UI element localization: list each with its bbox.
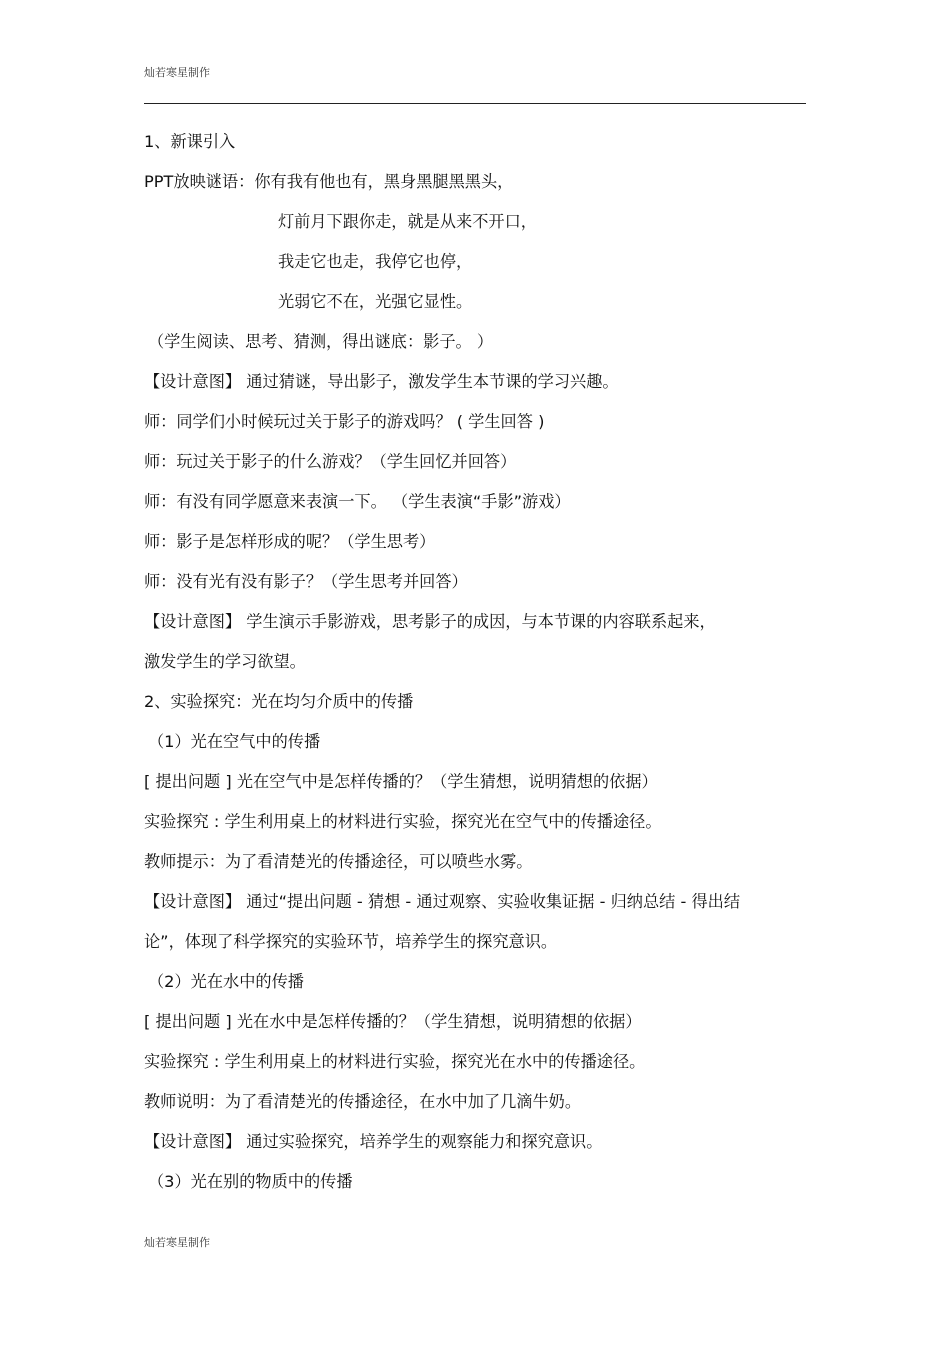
- subsection-heading: （3）光在别的物质中的传播: [148, 1172, 353, 1191]
- riddle-line: 光弱它不在，光强它显性。: [278, 292, 473, 311]
- dialogue-line: 师：有没有同学愿意来表演一下。 （学生表演“手影”游戏）: [144, 492, 571, 511]
- paragraph: [ 提出问题 ] 光在空气中是怎样传播的？（学生猜想，说明猜想的依据）: [144, 772, 658, 791]
- riddle-line: 我走它也走，我停它也停，: [278, 252, 473, 271]
- paragraph: 论”，体现了科学探究的实验环节，培养学生的探究意识。: [144, 932, 558, 951]
- section-heading: 2、实验探究：光在均匀介质中的传播: [144, 692, 414, 711]
- design-intent: 【设计意图】 通过“提出问题 - 猜想 - 通过观察、实验收集证据 - 归纳总结 - 得出结: [144, 892, 741, 911]
- dialogue-line: 师：影子是怎样形成的呢？（学生思考）: [144, 532, 436, 551]
- design-intent: 【设计意图】 通过实验探究，培养学生的观察能力和探究意识。: [144, 1132, 603, 1151]
- section-heading: 1、新课引入: [144, 132, 236, 151]
- dialogue-line: 师：玩过关于影子的什么游戏？（学生回忆并回答）: [144, 452, 517, 471]
- subsection-heading: （1）光在空气中的传播: [148, 732, 321, 751]
- paragraph: （学生阅读、思考、猜测，得出谜底：影子。 ）: [148, 332, 494, 351]
- document-body: [144, 128, 812, 1208]
- page-footer: 灿若寒星制作: [144, 1236, 210, 1249]
- design-intent: 【设计意图】 通过猜谜，导出影子，激发学生本节课的学习兴趣。: [144, 372, 619, 391]
- dialogue-line: 师：同学们小时候玩过关于影子的游戏吗？ ( 学生回答 ): [144, 412, 545, 431]
- paragraph: 教师提示：为了看清楚光的传播途径，可以喷些水雾。: [144, 852, 533, 871]
- paragraph: 教师说明：为了看清楚光的传播途径，在水中加了几滴牛奶。: [144, 1092, 582, 1111]
- riddle-line: PPT放映谜语：你有我有他也有，黑身黑腿黑黑头，: [144, 172, 514, 191]
- riddle-line: 灯前月下跟你走，就是从来不开口，: [278, 212, 537, 231]
- paragraph: 激发学生的学习欲望。: [144, 652, 306, 671]
- header-divider: [144, 103, 806, 104]
- dialogue-line: 师：没有光有没有影子？（学生思考并回答）: [144, 572, 468, 591]
- page-header: 灿若寒星制作: [144, 66, 210, 79]
- paragraph: 实验探究 : 学生利用桌上的材料进行实验，探究光在空气中的传播途径。: [144, 812, 662, 831]
- paragraph: 实验探究 : 学生利用桌上的材料进行实验，探究光在水中的传播途径。: [144, 1052, 646, 1071]
- paragraph: [ 提出问题 ] 光在水中是怎样传播的？（学生猜想，说明猜想的依据）: [144, 1012, 642, 1031]
- design-intent: 【设计意图】 学生演示手影游戏，思考影子的成因，与本节课的内容联系起来，: [144, 612, 716, 631]
- subsection-heading: （2）光在水中的传播: [148, 972, 304, 991]
